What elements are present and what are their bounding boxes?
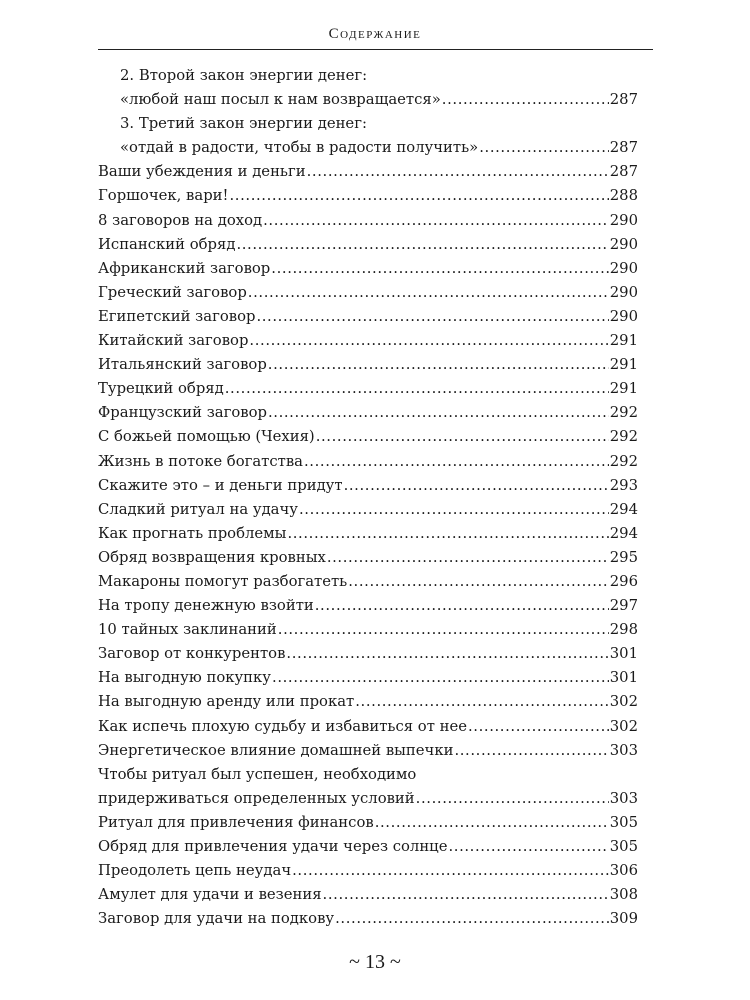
dot-leader xyxy=(249,329,608,353)
toc-entry-page: 287 xyxy=(609,91,638,109)
toc-entry xyxy=(98,811,638,835)
toc-entry-title: На выгодную аренду или прокат xyxy=(98,693,355,711)
toc-entry-title: Чтобы ритуал был успешен, необходимо xyxy=(98,765,417,783)
table-of-contents xyxy=(98,64,638,931)
toc-entry-title: Египетский заговор xyxy=(98,307,256,325)
toc-entry-title: «любой наш посыл к нам возвращается» xyxy=(120,91,441,109)
toc-entry xyxy=(98,522,638,546)
toc-entry xyxy=(98,642,638,666)
dot-leader xyxy=(323,883,609,907)
toc-entry-title: Как прогнать проблемы xyxy=(98,524,287,542)
dot-leader xyxy=(479,136,609,160)
header-rule xyxy=(98,49,653,50)
toc-entry xyxy=(98,787,638,811)
dot-leader xyxy=(278,618,609,642)
dot-leader xyxy=(268,401,609,425)
toc-entry-title: 3. Третий закон энергии денег: xyxy=(120,115,367,133)
toc-entry-title: Китайский заговор xyxy=(98,332,249,350)
dot-leader xyxy=(307,160,609,184)
toc-entry-page: 305 xyxy=(609,838,638,855)
toc-entry-page: 302 xyxy=(609,717,638,735)
toc-entry-title: Испанский обряд xyxy=(98,235,236,253)
toc-entry-title: С божьей помощью (Чехия) xyxy=(98,428,315,446)
dot-leader xyxy=(355,690,609,714)
toc-entry-title: Заговор от конкурентов xyxy=(98,645,286,663)
toc-entry-title: На тропу денежную взойти xyxy=(98,597,314,615)
toc-entry-page: 306 xyxy=(609,862,638,880)
toc-entry-page: 305 xyxy=(609,813,638,831)
toc-entry xyxy=(98,883,638,907)
toc-entry-page: 302 xyxy=(609,693,638,711)
toc-entry-page: 294 xyxy=(609,500,638,518)
dot-leader xyxy=(375,811,609,835)
dot-leader xyxy=(335,907,609,931)
toc-entry-title: На выгодную покупку xyxy=(98,669,272,687)
dot-leader xyxy=(304,450,609,474)
toc-entry-title: 2. Второй закон энергии денег: xyxy=(120,67,368,84)
toc-entry xyxy=(98,570,638,594)
toc-entry-title: 8 заговоров на доход xyxy=(98,211,263,229)
dot-leader xyxy=(442,88,609,112)
toc-entry xyxy=(98,859,638,883)
page-number: ~ 13 ~ xyxy=(349,951,401,973)
toc-entry xyxy=(98,498,638,522)
toc-entry xyxy=(98,618,638,642)
toc-entry xyxy=(98,546,638,570)
toc-entry-page: 294 xyxy=(609,524,638,542)
toc-entry xyxy=(98,305,638,329)
dot-leader xyxy=(344,474,609,498)
toc-entry-page: 290 xyxy=(609,307,638,325)
toc-entry xyxy=(98,377,638,401)
toc-entry-title: Африканский заговор xyxy=(98,259,271,277)
toc-entry-title: Энергетическое влияние домашней выпечки xyxy=(98,741,454,759)
toc-entry-title: Обряд для привлечения удачи через солнце xyxy=(98,838,448,855)
toc-entry-title: Французский заговор xyxy=(98,404,267,422)
toc-entry xyxy=(98,160,638,184)
toc-entry-page: 290 xyxy=(609,235,638,253)
dot-leader xyxy=(416,787,609,811)
dot-leader xyxy=(316,425,609,449)
toc-entry-page: 308 xyxy=(609,886,638,904)
toc-entry-title: Ваши убеждения и деньги xyxy=(98,163,306,181)
toc-entry xyxy=(98,425,638,449)
toc-entry xyxy=(98,281,638,305)
toc-entry-page: 287 xyxy=(609,139,638,157)
toc-entry-title: Заговор для удачи на подкову xyxy=(98,910,335,928)
toc-entry-title: Греческий заговор xyxy=(98,283,247,301)
toc-entry-title: Жизнь в потоке богатства xyxy=(98,452,303,470)
toc-entry-title: 10 тайных заклинаний xyxy=(98,621,277,639)
toc-entry-page: 296 xyxy=(609,572,638,590)
toc-entry-page: 303 xyxy=(609,741,638,759)
toc-entry-page: 292 xyxy=(609,452,638,470)
dot-leader xyxy=(272,666,609,690)
toc-entry xyxy=(98,112,638,136)
toc-entry-page: 301 xyxy=(609,645,638,663)
toc-entry xyxy=(98,594,638,618)
dot-leader xyxy=(348,570,609,594)
toc-entry-title: Скажите это – и деньги придут xyxy=(98,476,343,494)
toc-entry-page: 290 xyxy=(609,283,638,301)
dot-leader xyxy=(468,715,609,739)
toc-entry-page: 292 xyxy=(609,404,638,422)
toc-entry-title: Как испечь плохую судьбу и избавиться от нее xyxy=(98,717,467,735)
toc-entry xyxy=(98,690,638,714)
toc-entry-title: Турецкий обряд xyxy=(98,380,224,398)
toc-entry-title: Ритуал для привлечения финансов xyxy=(98,813,374,831)
dot-leader xyxy=(287,522,608,546)
toc-entry-page: 287 xyxy=(609,163,638,181)
toc-entry xyxy=(98,184,638,208)
dot-leader xyxy=(292,859,609,883)
toc-entry-page: 290 xyxy=(609,259,638,277)
toc-entry xyxy=(98,666,638,690)
dot-leader xyxy=(263,209,609,233)
toc-entry-title: придерживаться определенных условий xyxy=(98,789,415,807)
toc-entry-page: 298 xyxy=(609,621,638,639)
dot-leader xyxy=(315,594,609,618)
toc-entry-page: 291 xyxy=(609,332,638,350)
toc-entry-title: Сладкий ритуал на удачу xyxy=(98,500,298,518)
toc-entry xyxy=(98,474,638,498)
dot-leader xyxy=(236,233,608,257)
dot-leader xyxy=(454,739,608,763)
toc-entry-page: 297 xyxy=(609,597,638,615)
toc-entry-title: Горшочек, вари! xyxy=(98,187,229,205)
toc-entry-page: 303 xyxy=(609,789,638,807)
dot-leader xyxy=(299,498,609,522)
toc-entry-title: Амулет для удачи и везения xyxy=(98,886,322,904)
running-head: Содержание xyxy=(328,26,422,42)
toc-entry-title: Обряд возвращения кровных xyxy=(98,548,326,566)
toc-entry-title: Итальянский заговор xyxy=(98,356,267,374)
toc-entry-page: 293 xyxy=(609,476,638,494)
toc-entry xyxy=(98,763,638,787)
dot-leader xyxy=(229,184,608,208)
toc-entry-page: 291 xyxy=(609,380,638,398)
toc-entry-page: 295 xyxy=(609,548,638,566)
toc-entry xyxy=(98,88,638,112)
dot-leader xyxy=(271,257,608,281)
toc-entry xyxy=(98,353,638,377)
dot-leader xyxy=(248,281,609,305)
toc-entry-page: 288 xyxy=(609,187,638,205)
dot-leader xyxy=(225,377,609,401)
toc-entry xyxy=(98,257,638,281)
toc-entry-page: 291 xyxy=(609,356,638,374)
toc-entry-title: Преодолеть цепь неудач xyxy=(98,862,292,880)
toc-entry xyxy=(98,739,638,763)
toc-entry xyxy=(98,136,638,160)
dot-leader xyxy=(256,305,608,329)
toc-entry xyxy=(98,450,638,474)
toc-entry xyxy=(98,209,638,233)
toc-entry xyxy=(98,835,638,859)
toc-entry-title: Макароны помогут разбогатеть xyxy=(98,572,348,590)
toc-entry xyxy=(98,64,638,88)
toc-entry-page: 290 xyxy=(609,211,638,229)
dot-leader xyxy=(286,642,608,666)
dot-leader xyxy=(268,353,609,377)
toc-entry xyxy=(98,401,638,425)
toc-entry xyxy=(98,715,638,739)
toc-entry-page: 292 xyxy=(609,428,638,446)
toc-entry xyxy=(98,329,638,353)
toc-entry-page: 309 xyxy=(609,910,638,928)
dot-leader xyxy=(448,835,608,859)
toc-entry xyxy=(98,907,638,931)
toc-entry-page: 301 xyxy=(609,669,638,687)
dot-leader xyxy=(327,546,609,570)
toc-entry-title: «отдай в радости, чтобы в радости получить» xyxy=(120,139,479,157)
toc-entry xyxy=(98,233,638,257)
